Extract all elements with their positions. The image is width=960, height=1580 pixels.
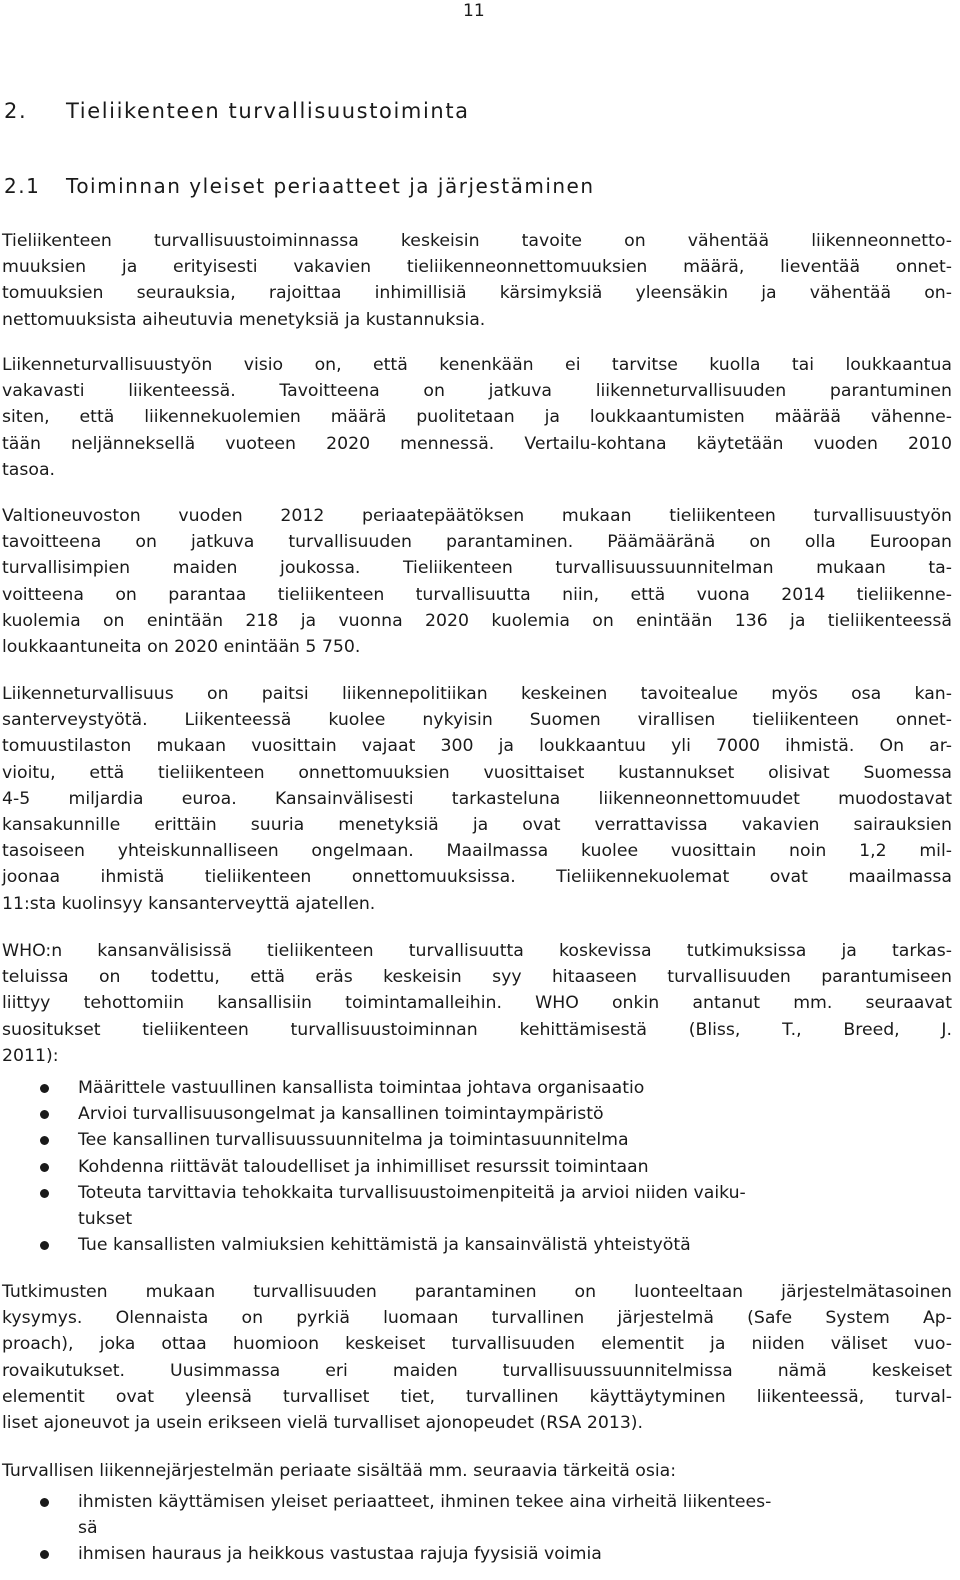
text-line: Turvallisen liikennejärjestelmän periaate sisältää mm. seuraavia tärkeitä osia: (2, 1461, 677, 1481)
text-line: 2011): (2, 1045, 59, 1066)
text-line: rovaikutukset. Uusimmassa eri maiden turvallisuussuunnitelmissa nämä keskeiset (2, 1360, 952, 1381)
paragraph-who (2, 938, 952, 1069)
text-line: siten, että liikennekuolemien määrä puolitetaan ja loukkaantumisten määrää vähenne- (2, 407, 952, 428)
text-line: kysymys. Olennaista on pyrkiä luomaan turvallinen järjestelmä (Safe System Ap- (2, 1308, 952, 1329)
list-item-text: Kohdenna riittävät taloudelliset ja inhimilliset resurssit toimintaan (78, 1156, 649, 1177)
text-line: tään neljänneksellä vuoteen 2020 mennessä. Vertailu-kohtana käytetään vuoden 2010 (2, 433, 952, 454)
section-title: Tieliikenteen turvallisuustoiminta (66, 99, 470, 123)
text-line: Liikenneturvallisuustyön visio on, että kenenkään ei tarvitse kuolla tai loukkaantua (2, 355, 952, 375)
list-item (2, 1180, 952, 1232)
text-line: 4-5 miljardia euroa. Kansainvälisesti tarkasteluna liikenneonnettomuudet muodostavat (2, 788, 952, 809)
principles-list (2, 1489, 952, 1568)
list-item-text: sä (78, 1518, 98, 1539)
bullet-icon (40, 1136, 49, 1145)
text-line: liittyy tehottomiin kansallisiin toimintamalleihin. WHO onkin antanut mm. seuraavat (2, 993, 952, 1014)
list-item-text: Tue kansallisten valmiuksien kehittämistä ja kansainvälistä yhteistyötä (78, 1235, 691, 1256)
list-item (2, 1154, 952, 1180)
list-item-text: ihmisen hauraus ja heikkous vastustaa rajuja fyysisiä voimia (78, 1544, 602, 1565)
paragraph-public-health (2, 681, 952, 917)
list-item-text: tukset (78, 1209, 133, 1230)
paragraph-principles-intro (2, 1458, 952, 1484)
text-line: turvallisimpien maiden joukossa. Tieliikenteen turvallisuussuunnitelman mukaan ta- (2, 558, 952, 579)
paragraph-goal (2, 228, 952, 333)
subsection-title: Toiminnan yleiset periaatteet ja järjestäminen (66, 174, 595, 198)
text-line: proach), joka ottaa huomioon keskeiset turvallisuuden elementit ja niiden väliset vuo- (2, 1334, 952, 1355)
text-line: voitteena on parantaa tieliikenteen turvallisuutta niin, että vuona 2014 tieliikenne- (2, 584, 952, 605)
bullet-icon (40, 1163, 49, 1172)
text-line: vakavasti liikenteessä. Tavoitteena on jatkuva liikenneturvallisuuden parantuminen (2, 381, 952, 402)
bullet-icon (40, 1110, 49, 1119)
text-line: tasoiseen yhteiskunnalliseen ongelmaan. Maailmassa kuolee vuosittain noin 1,2 mil- (2, 841, 952, 862)
text-line: 11:sta kuolinsyy kansanterveyttä ajatellen. (2, 893, 376, 914)
text-line: liset ajoneuvot ja usein erikseen vielä turvalliset ajonopeudet (RSA 2013). (2, 1413, 644, 1434)
list-item (2, 1489, 952, 1541)
bullet-icon (40, 1084, 49, 1093)
subsection-heading (4, 172, 595, 200)
text-line: Tieliikenteen turvallisuustoiminnassa keskeisin tavoite on vähentää liikenneonnetto- (2, 231, 952, 251)
text-line: suositukset tieliikenteen turvallisuustoiminnan kehittämisestä (Bliss, T., Breed, J. (2, 1019, 952, 1040)
section-number: 2. (4, 99, 28, 123)
text-line: elementit ovat yleensä turvalliset tiet, turvallinen käyttäytyminen liikenteessä, turval- (2, 1386, 952, 1407)
bullet-icon (40, 1189, 49, 1198)
paragraph-government-decision (2, 503, 952, 660)
text-line: santerveystyötä. Liikenteessä kuolee nykyisin Suomen virallisen tieliikenteen onnet- (2, 710, 952, 731)
text-line: WHO:n kansanvälisissä tieliikenteen turvallisuutta koskevissa tutkimuksissa ja tarkas- (2, 941, 952, 961)
paragraph-vision (2, 352, 952, 483)
text-line: nettomuuksista aiheutuvia menetyksiä ja kustannuksia. (2, 309, 486, 330)
list-item-text: Toteuta tarvittavia tehokkaita turvallisuustoimenpiteitä ja arvioi niiden vaiku- (78, 1182, 746, 1203)
bullet-icon (40, 1550, 49, 1559)
section-heading (4, 97, 470, 125)
text-line: tomuuksien seurauksia, rajoittaa inhimillisiä kärsimyksiä yleensäkin ja vähentää on- (2, 283, 952, 304)
list-item (2, 1127, 952, 1153)
text-line: joonaa ihmistä tieliikenteen onnettomuuksissa. Tieliikennekuolemat ovat maailmassa (2, 867, 952, 888)
list-item-text: Arvioi turvallisuusongelmat ja kansallinen toimintaympäristö (78, 1104, 604, 1125)
text-line: vioitu, että tieliikenteen onnettomuuksien vuosittaiset kustannukset olisivat Suomessa (2, 762, 952, 783)
text-line: muuksien ja erityisesti vakavien tieliikenneonnettomuuksien määrä, lieventää onnet- (2, 257, 952, 278)
text-line: kansakunnille erittäin suuria menetyksiä ja ovat verrattavissa vakavien sairauksien (2, 815, 952, 836)
text-line: tavoitteena on jatkuva turvallisuuden parantaminen. Päämääränä on olla Euroopan (2, 532, 952, 553)
subsection-number: 2.1 (4, 174, 41, 198)
list-item (2, 1541, 952, 1567)
text-line: tasoa. (2, 459, 56, 480)
text-line: tomuustilaston mukaan vuosittain vajaat 300 ja loukkaantuu yli 7000 ihmistä. On ar- (2, 736, 952, 757)
text-line: Tutkimusten mukaan turvallisuuden parantaminen on luonteeltaan järjestelmätasoinen (2, 1282, 952, 1302)
who-recommendations-list (2, 1075, 952, 1258)
list-item-text: Tee kansallinen turvallisuussuunnitelma ja toimintasuunnitelma (78, 1130, 629, 1151)
text-line: teluissa on todettu, että eräs keskeisin syy hitaaseen turvallisuuden parantumiseen (2, 967, 952, 988)
list-item (2, 1232, 952, 1258)
paragraph-safe-system (2, 1279, 952, 1436)
list-item (2, 1075, 952, 1101)
bullet-icon (40, 1241, 49, 1250)
text-line: loukkaantuneita on 2020 enintään 5 750. (2, 637, 361, 658)
page-number: 11 (463, 1, 485, 21)
text-line: kuolemia on enintään 218 ja vuonna 2020 kuolemia on enintään 136 ja tieliikenteessä (2, 610, 952, 631)
text-line: Liikenneturvallisuus on paitsi liikennepolitiikan keskeinen tavoitealue myös osa kan- (2, 684, 952, 704)
bullet-icon (40, 1498, 49, 1507)
list-item (2, 1101, 952, 1127)
list-item-text: ihmisten käyttämisen yleiset periaatteet, ihminen tekee aina virheitä liikentees- (78, 1492, 772, 1512)
text-line: Valtioneuvoston vuoden 2012 periaatepäätöksen mukaan tieliikenteen turvallisuustyön (2, 506, 952, 526)
list-item-text: Määrittele vastuullinen kansallista toimintaa johtava organisaatio (78, 1078, 645, 1098)
